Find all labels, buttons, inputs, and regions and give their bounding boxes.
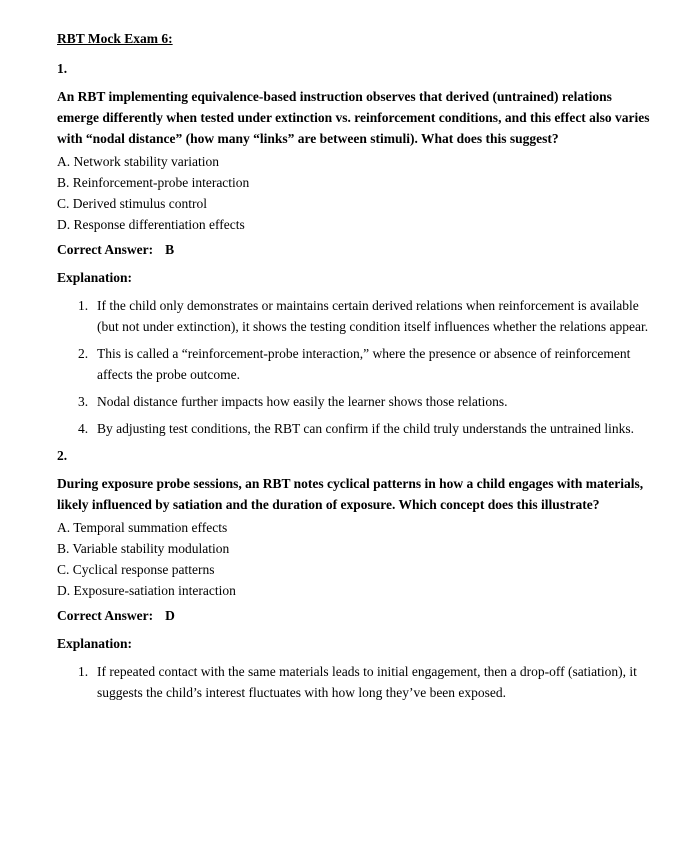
explanation-item-number: 4. bbox=[78, 421, 89, 436]
explanation-label: Explanation: bbox=[57, 636, 133, 651]
explanation-item-number: 1. bbox=[78, 664, 89, 679]
explanation-item-text: If the child only demonstrates or maintains certain derived relations when reinforcement is available (but not under extinction), it shows the testing condition itself influences whether the relations appear. bbox=[97, 298, 649, 334]
option-d: D. Response differentiation effects bbox=[57, 217, 245, 232]
explanation-item-text: Nodal distance further impacts how easily the learner shows those relations. bbox=[97, 394, 508, 409]
explanation-item-number: 2. bbox=[78, 346, 89, 361]
question-prompt: An RBT implementing equivalence-based instruction observes that derived (untrained) relations emerge differently when tested under extinction vs. reinforcement conditions, and this effect also varies with “nodal distance” (how many “links” are between stimuli). What does this suggest? bbox=[57, 89, 650, 146]
correct-answer-value: D bbox=[165, 608, 175, 623]
option-a: A. Network stability variation bbox=[57, 154, 219, 169]
option-c: C. Cyclical response patterns bbox=[57, 562, 215, 577]
explanation-item bbox=[57, 661, 655, 703]
option-b: B. Variable stability modulation bbox=[57, 541, 230, 556]
explanation-label: Explanation: bbox=[57, 270, 133, 285]
explanation-item-text: If repeated contact with the same materials leads to initial engagement, then a drop-off (satiation), it suggests the child’s interest fluctuates with how long they’ve been exposed. bbox=[97, 664, 637, 700]
explanation-item bbox=[57, 418, 655, 439]
correct-answer-line bbox=[57, 239, 655, 260]
correct-answer-value: B bbox=[165, 242, 175, 257]
explanation-list bbox=[57, 295, 655, 439]
explanation-item-number: 1. bbox=[78, 298, 89, 313]
explanation-item bbox=[57, 343, 655, 385]
option-d: D. Exposure-satiation interaction bbox=[57, 583, 236, 598]
option-b: B. Reinforcement-probe interaction bbox=[57, 175, 250, 190]
question-number: 2. bbox=[57, 448, 68, 463]
explanation-item bbox=[57, 391, 655, 412]
explanation-item-text: This is called a “reinforcement-probe interaction,” where the presence or absence of reinforcement affects the probe outcome. bbox=[97, 346, 631, 382]
correct-answer-line bbox=[57, 605, 655, 626]
document-title: RBT Mock Exam 6: bbox=[57, 31, 173, 46]
explanation-item-text: By adjusting test conditions, the RBT can confirm if the child truly understands the untrained links. bbox=[97, 421, 635, 436]
question-block-1 bbox=[57, 58, 655, 439]
correct-answer-label: Correct Answer: bbox=[57, 242, 154, 257]
correct-answer-label: Correct Answer: bbox=[57, 608, 154, 623]
question-number: 1. bbox=[57, 61, 68, 76]
question-block-2 bbox=[57, 445, 655, 703]
explanation-item-number: 3. bbox=[78, 394, 89, 409]
question-prompt: During exposure probe sessions, an RBT notes cyclical patterns in how a child engages with materials, likely influenced by satiation and the duration of exposure. Which concept does this illustrate? bbox=[57, 476, 644, 512]
options-list bbox=[57, 517, 655, 601]
explanation-item bbox=[57, 295, 655, 337]
option-c: C. Derived stimulus control bbox=[57, 196, 207, 211]
explanation-list bbox=[57, 661, 655, 703]
options-list bbox=[57, 151, 655, 235]
option-a: A. Temporal summation effects bbox=[57, 520, 228, 535]
